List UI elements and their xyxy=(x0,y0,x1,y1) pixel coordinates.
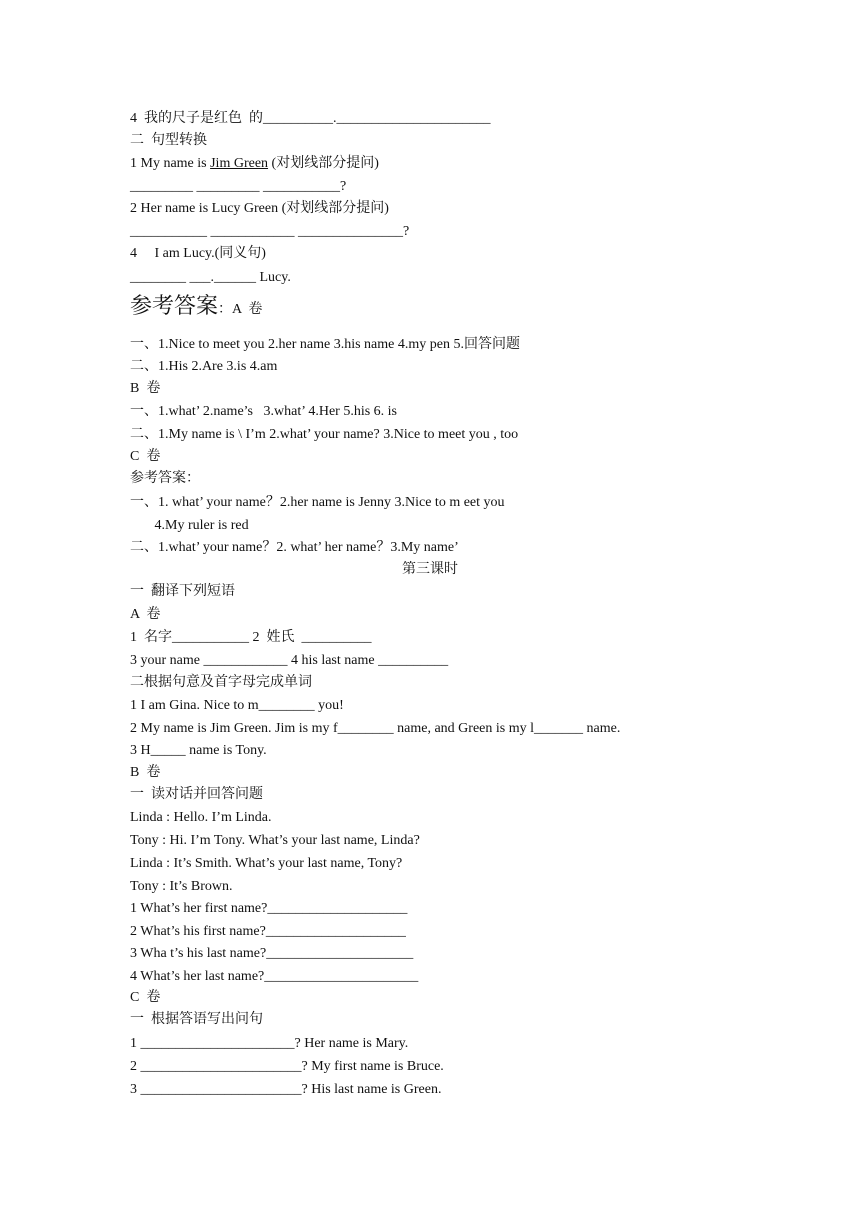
dialogue-line: Linda : Hello. I’m Linda. xyxy=(130,810,272,825)
line-ruler-red: 4 我的尺子是红色 的__________.______________________ xyxy=(130,111,491,126)
exercise-line: 2 My name is Jim Green. Jim is my f________ name, and Green is my l_______ name. xyxy=(130,721,621,736)
line-q1-transform xyxy=(130,155,379,173)
answer-line: 二、1.what’ your name？2. what’ her name？3.My name’ xyxy=(130,540,459,555)
answer-key-heading xyxy=(130,293,262,319)
question-line: 2 What’s his first name?____________________ xyxy=(130,924,406,939)
volume-heading: C 卷 xyxy=(130,990,161,1005)
answer-blank-line: ________ ___.______ Lucy. xyxy=(130,270,291,285)
section-sentence-transform: 二 句型转换 xyxy=(130,133,207,148)
question-line: 4 What’s her last name?______________________ xyxy=(130,969,419,984)
answer-key-volume: ：A 卷 xyxy=(218,302,263,317)
exercise-line: 1 I am Gina. Nice to m________ you! xyxy=(130,698,344,713)
answer-blank-line: ___________ ____________ _______________? xyxy=(130,224,410,239)
line-q2-transform: 2 Her name is Lucy Green (对划线部分提问) xyxy=(130,201,389,216)
answer-line: 一、1. what’ your name？2.her name is Jenny 3.Nice to m eet you xyxy=(130,495,505,510)
q1-suffix: (对划线部分提问) xyxy=(268,156,379,171)
volume-heading: B 卷 xyxy=(130,765,161,780)
exercise-line: 1 名字___________ 2 姓氏 __________ xyxy=(130,630,372,645)
section-heading: 一 翻译下列短语 xyxy=(130,584,235,599)
dialogue-line: Tony : Hi. I’m Tony. What’s your last name, Linda? xyxy=(130,833,420,848)
section-heading: 二根据句意及首字母完成单词 xyxy=(130,675,312,690)
question-line: 1 What’s her first name?____________________ xyxy=(130,901,408,916)
line-q4-synonym: 4 I am Lucy.(同义句) xyxy=(130,246,266,261)
question-line: 1 ______________________? Her name is Mary. xyxy=(130,1036,409,1051)
q1-prefix: 1 My name is xyxy=(130,156,211,171)
answer-key-label: 参考答案： xyxy=(130,471,200,486)
dialogue-line: Tony : It’s Brown. xyxy=(130,879,233,894)
answer-blank-line: _________ _________ ___________? xyxy=(130,179,347,194)
exercise-line: 3 H_____ name is Tony. xyxy=(130,743,267,758)
volume-heading: A 卷 xyxy=(130,607,161,622)
volume-heading: C 卷 xyxy=(130,449,161,464)
section-heading: 一 根据答语写出问句 xyxy=(130,1012,263,1027)
lesson-title: 第三课时 xyxy=(402,562,458,577)
answer-line: 一、1.Nice to meet you 2.her name 3.his name 4.my pen 5.回答问题 xyxy=(130,337,520,352)
section-heading: 一 读对话并回答问题 xyxy=(130,787,263,802)
answer-line: 4.My ruler is red xyxy=(130,518,249,533)
answer-line: 二、1.His 2.Are 3.is 4.am xyxy=(130,359,278,374)
answer-line: 二、1.My name is \ I’m 2.what’ your name? 3.Nice to meet you , too xyxy=(130,427,519,442)
exercise-line: 3 your name ____________ 4 his last name __________ xyxy=(130,653,449,668)
answer-line: 一、1.what’ 2.name’s 3.what’ 4.Her 5.his 6. is xyxy=(130,404,397,419)
question-line: 3 _______________________? His last name is Green. xyxy=(130,1082,442,1097)
answer-key-title: 参考答案 xyxy=(130,293,219,318)
volume-heading: B 卷 xyxy=(130,381,161,396)
question-line: 3 Wha t’s his last name?_____________________ xyxy=(130,946,414,961)
question-line: 2 _______________________? My first name is Bruce. xyxy=(130,1059,444,1074)
dialogue-line: Linda : It’s Smith. What’s your last name, Tony? xyxy=(130,856,403,871)
q1-underlined-name: Jim Green xyxy=(210,156,269,171)
